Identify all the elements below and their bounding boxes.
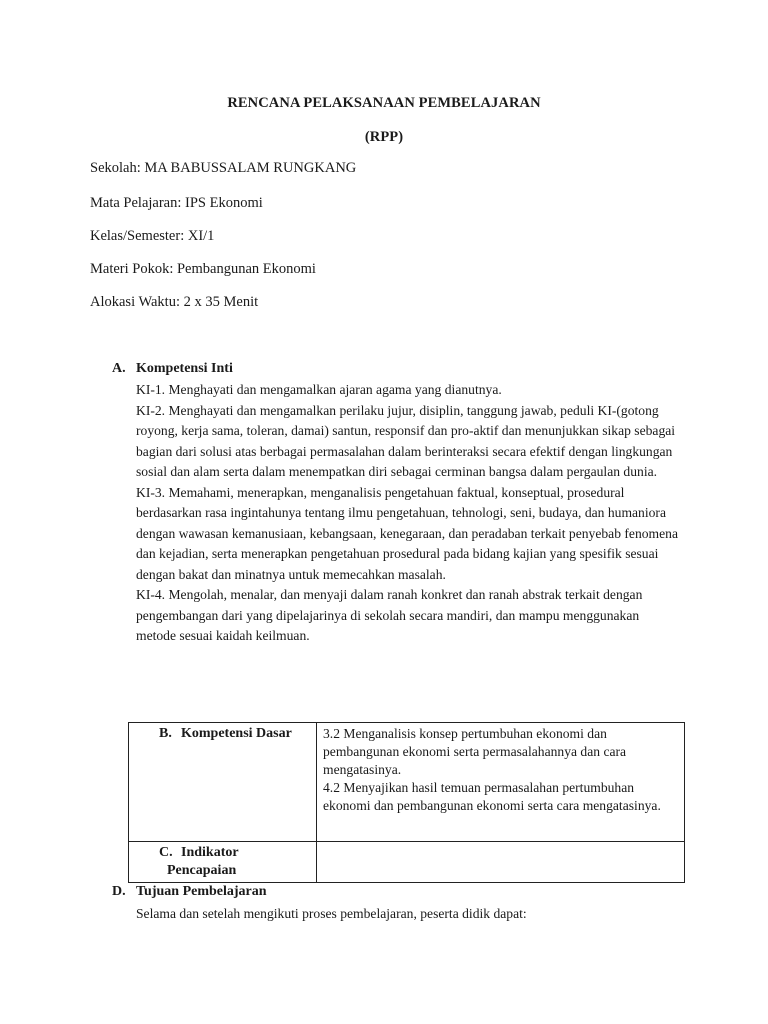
indikator-content [317, 842, 685, 883]
section-c-title-line1: Indikator [181, 845, 239, 860]
section-c-letter: C. [159, 845, 173, 860]
table-row [129, 723, 685, 842]
section-d-letter: D. [112, 884, 126, 899]
tujuan-intro: Selama dan setelah mengikuti proses pembelajaran, peserta didik dapat: [136, 906, 527, 921]
ki-3-text: KI-3. Memahami, menerapkan, menganalisis pengetahuan faktual, konseptual, prosedural berdasarkan rasa ingintahunya tentang ilmu pengetahuan, tehnologi, seni, budaya, dan humaniora dengan wawasan kemanusiaan, kebangsaan, kenegaraan, dan peradaban terkait penyebab fenomena dan kejadian, serta menerapkan pengetahuan prosedural pada bidang kajian yang spesifik sesuai dengan bakat dan minatnya untuk memecahkan masalah. [136, 484, 678, 582]
section-b-letter: B. [159, 726, 172, 741]
kompetensi-inti-body [136, 380, 681, 647]
competency-table [128, 722, 685, 883]
section-a-title: Kompetensi Inti [136, 361, 233, 376]
document-title: RENCANA PELAKSANAAN PEMBELAJARAN [227, 95, 541, 111]
table-row [129, 842, 685, 883]
section-c-title-line2: Pencapaian [167, 863, 237, 878]
section-b-title: Kompetensi Dasar [181, 726, 292, 741]
section-a-letter: A. [112, 361, 126, 376]
meta-school: Sekolah: MA BABUSSALAM RUNGKANG [90, 160, 357, 176]
kompetensi-dasar-content [317, 723, 685, 842]
kd-4-2-text: 4.2 Menyajikan hasil temuan permasalahan pertumbuhan ekonomi dan pembangunan ekonomi serta cara mengatasinya. [323, 780, 661, 813]
meta-subject: Mata Pelajaran: IPS Ekonomi [90, 195, 263, 211]
meta-time-allocation: Alokasi Waktu: 2 x 35 Menit [90, 294, 259, 310]
kd-3-2-text: 3.2 Menganalisis konsep pertumbuhan ekonomi dan pembangunan ekonomi serta permasalahannya dan cara mengatasinya. [323, 726, 627, 777]
meta-class-semester: Kelas/Semester: XI/1 [90, 228, 215, 244]
ki-1-text: KI-1. Menghayati dan mengamalkan ajaran agama yang dianutnya. [136, 382, 502, 397]
meta-topic: Materi Pokok: Pembangunan Ekonomi [90, 261, 316, 277]
kompetensi-dasar-cell [129, 723, 317, 842]
section-d-title: Tujuan Pembelajaran [136, 884, 267, 899]
indikator-cell [129, 842, 317, 883]
ki-4-text: KI-4. Mengolah, menalar, dan menyaji dalam ranah konkret dan ranah abstrak terkait dengan pengembangan dari yang dipelajarinya di sekolah secara mandiri, dan mampu menggunakan metode sesuai kaidah keilmuan. [136, 587, 643, 643]
ki-2-text: KI-2. Menghayati dan mengamalkan perilaku jujur, disiplin, tanggung jawab, peduli KI-(gotong royong, kerja sama, toleran, damai) santun, responsif dan pro-aktif dan menunjukkan sikap sebagai bagian dari solusi atas berbagai permasalahan dalam berinteraksi secara efektif dengan lingkungan sosial dan alam serta dalam menempatkan diri sebagai cerminan bangsa dalam pergaulan dunia. [136, 402, 676, 479]
document-subtitle: (RPP) [364, 129, 404, 145]
